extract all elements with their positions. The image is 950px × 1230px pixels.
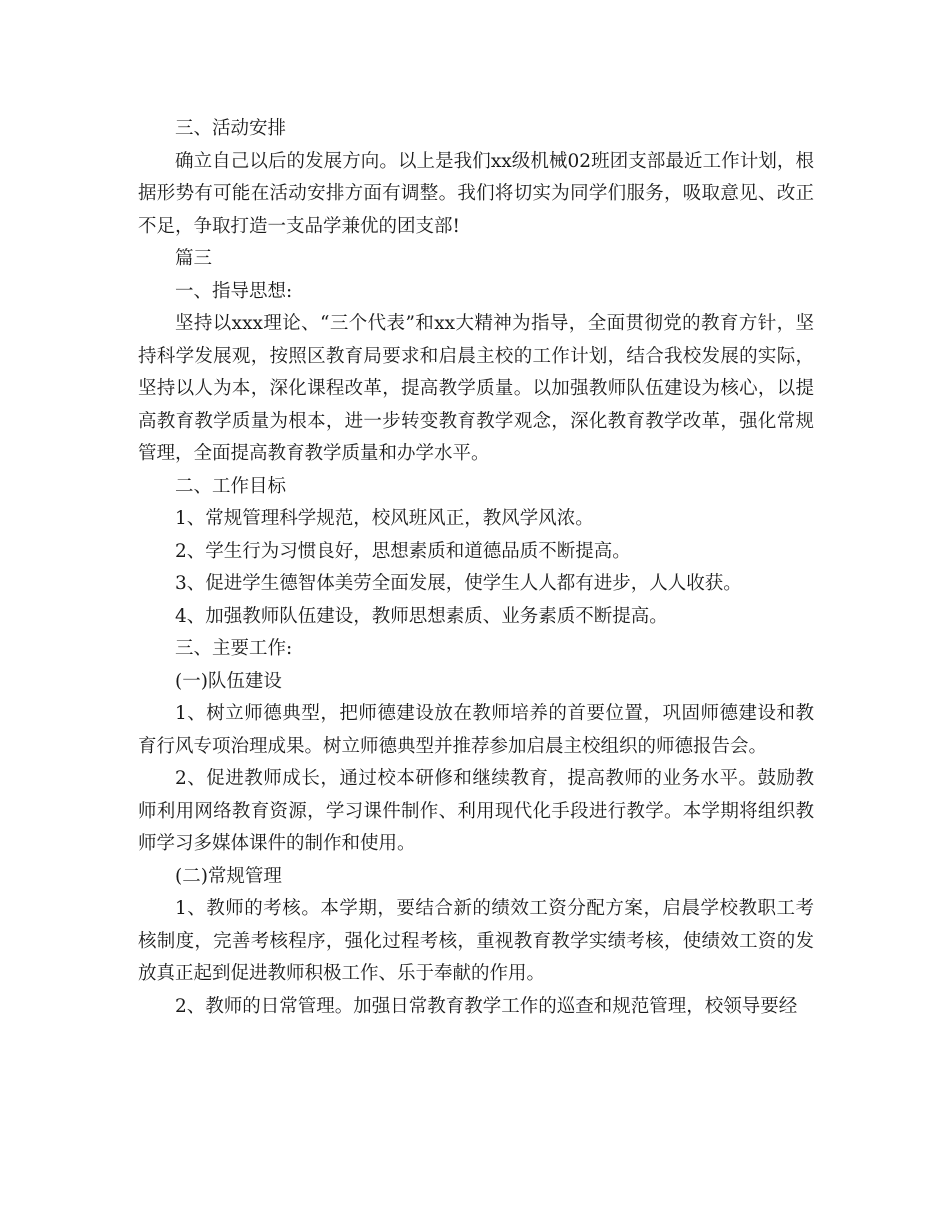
part-heading: 篇三	[175, 248, 213, 269]
section-heading-work-goals: 二、工作目标	[175, 475, 287, 497]
body-paragraph: 确立自己以后的发展方向。以上是我们xx级机械02班团支部最近工作计划，根据形势有可能在活动安排方面有调整。我们将切实为同学们服务，吸取意见、改正不足，争取打造一支品学兼优的团支部!	[138, 150, 814, 237]
body-paragraph: 2、教师的日常管理。加强日常教育教学工作的巡查和规范管理，校领导要经	[175, 995, 798, 1017]
subsection-heading-routine-management: (二)常规管理	[175, 865, 282, 887]
body-paragraph: 2、促进教师成长，通过校本研修和继续教育，提高教师的业务水平。鼓励教师利用网络教育资源，学习课件制作、利用现代化手段进行教学。本学期将组织教师学习多媒体课件的制作和使用。	[138, 768, 814, 854]
goal-item: 4、加强教师队伍建设，教师思想素质、业务素质不断提高。	[175, 605, 668, 627]
section-heading-guiding-thought: 一、指导思想:	[175, 280, 293, 302]
body-paragraph: 坚持以xxx理论、“三个代表”和xx大精神为指导，全面贯彻党的教育方针，坚持科学发展观，按照区教育局要求和启晨主校的工作计划，结合我校发展的实际，坚持以人为本，深化课程改革，提高教学质量。以加强教师队伍建设为核心，以提高教育教学质量为根本，进一步转变教育教学观念，深化教育教学改革，强化常规管理，全面提高教育教学质量和办学水平。	[138, 313, 814, 464]
goal-item: 2、学生行为习惯良好，思想素质和道德品质不断提高。	[175, 540, 631, 562]
goal-item: 3、促进学生德智体美劳全面发展，使学生人人都有进步，人人收获。	[175, 573, 742, 594]
body-paragraph: 1、教师的考核。本学期，要结合新的绩效工资分配方案，启晨学校教职工考核制度，完善考核程序，强化过程考核，重视教育教学实绩考核，使绩效工资的发放真正起到促进教师积极工作、乐于奉献的作用。	[138, 898, 814, 984]
section-heading-main-work: 三、主要工作:	[175, 638, 293, 659]
goal-item: 1、常规管理科学规范，校风班风正，教风学风浓。	[175, 508, 594, 529]
body-paragraph: 1、树立师德典型，把师德建设放在教师培养的首要位置，巩固师德建设和教育行风专项治理成果。树立师德典型并推荐参加启晨主校组织的师德报告会。	[138, 703, 814, 757]
subsection-heading-team-building: (一)队伍建设	[175, 670, 282, 692]
document-body	[138, 113, 814, 1023]
section-heading-activity-arrangement: 三、活动安排	[175, 118, 287, 139]
